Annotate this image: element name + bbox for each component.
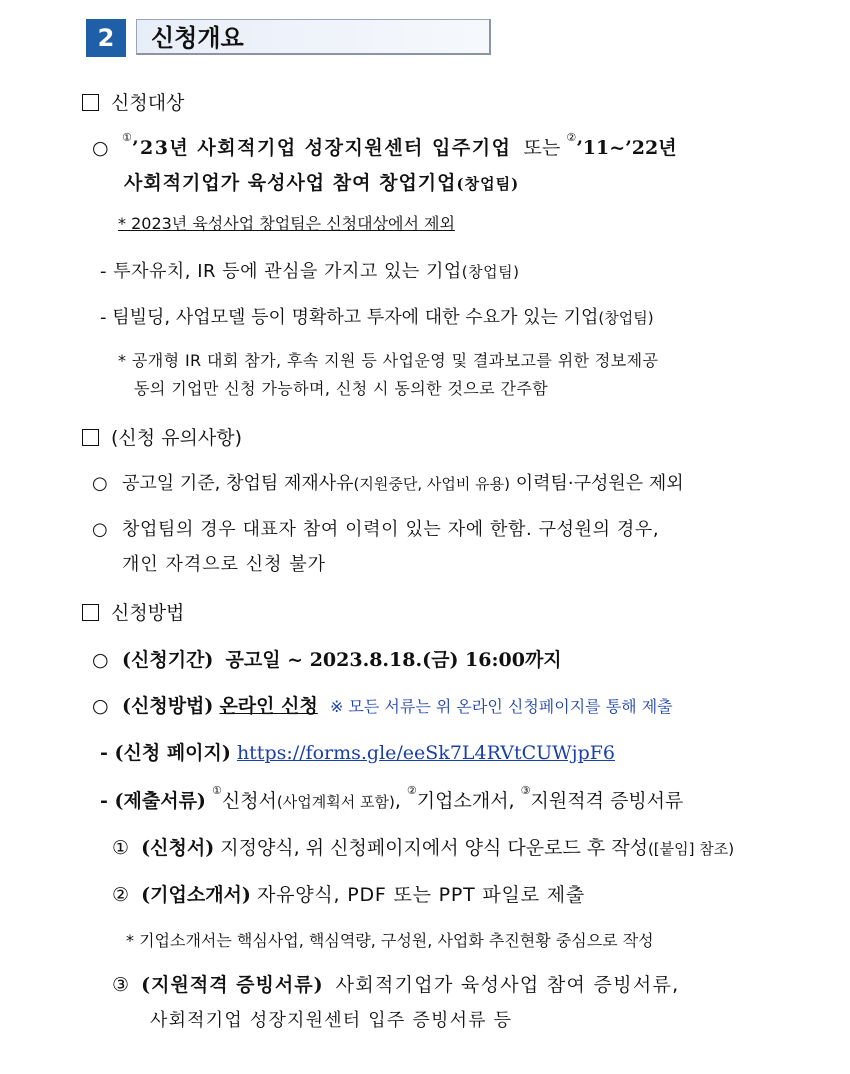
caution-item-2-line2: 개인 자격으로 신청 불가 xyxy=(122,554,327,575)
sup-docs-3: ③ xyxy=(520,784,531,797)
method-page-label: (신청 페이지) xyxy=(114,742,231,764)
doc-2-num: ② xyxy=(112,884,130,906)
doc-3-text: 사회적기업가 육성사업 참여 증빙서류, xyxy=(335,974,680,996)
method-method-label: (신청방법) xyxy=(122,695,214,717)
method-docs-1-small: (사업계획서 포함) xyxy=(276,793,395,811)
doc-3-line2: 사회적기업 성장지원센터 입주 증빙서류 등 xyxy=(150,1010,513,1031)
caution-item-1 xyxy=(92,469,684,495)
checkbox-square-icon xyxy=(82,94,99,111)
heading-caution-text: (신청 유의사항) xyxy=(111,427,242,449)
note-1: * 2023년 육성사업 창업팀은 신청대상에서 제외 xyxy=(118,214,455,233)
caution-item-1-b: 이력팀·구성원은 제외 xyxy=(515,473,684,494)
doc-3-label: (지원적격 증빙서류) xyxy=(141,974,324,996)
doc-1-label: (신청서) xyxy=(141,837,215,859)
section-title: 신청개요 xyxy=(136,19,491,55)
target-dash-2 xyxy=(100,303,654,329)
method-docs-3: 지원적격 증빙서류 xyxy=(530,790,684,812)
target-item-1-b: ’11~’22년 xyxy=(576,137,677,159)
target-dash-2-text: - 팀빌딩, 사업모델 등이 명확하고 투자에 대한 수요가 있는 기업 xyxy=(100,307,599,328)
caution-item-1-small: (지원중단, 사업비 유용) xyxy=(353,475,510,493)
sup-1: ① xyxy=(122,131,132,144)
method-method xyxy=(92,691,673,718)
method-method-note: ※ 모든 서류는 위 온라인 신청페이지를 통해 제출 xyxy=(329,697,673,716)
target-dash-1 xyxy=(100,257,519,283)
method-period-value: 공고일 ~ 2023.8.18.(금) 16:00까지 xyxy=(225,649,562,671)
heading-caution xyxy=(82,423,242,450)
method-page: - (신청 페이지) https://forms.gle/eeSk7L4RVtCUWjpF6 xyxy=(100,742,616,764)
target-item-1-or: 또는 xyxy=(523,137,561,159)
heading-method xyxy=(82,598,184,625)
circle-bullet-icon: ○ xyxy=(92,519,109,540)
caution-item-2-line1: 창업팀의 경우 대표자 참여 이력이 있는 자에 한함. 구성원의 경우, xyxy=(122,519,660,540)
doc-3 xyxy=(112,970,680,997)
doc-1 xyxy=(112,833,734,860)
doc-1-num: ① xyxy=(112,837,130,859)
heading-target-text: 신청대상 xyxy=(111,92,185,114)
method-docs-2: 기업소개서, xyxy=(416,790,515,812)
method-docs-1: 신청서 xyxy=(221,790,277,812)
method-docs-label: (제출서류) xyxy=(114,790,206,812)
method-page-link[interactable]: https://forms.gle/eeSk7L4RVtCUWjpF6 xyxy=(236,742,616,764)
method-docs: - (제출서류) ①신청서(사업계획서 포함), ②기업소개서, ③지원적격 증빙서류 xyxy=(100,784,684,812)
heading-method-text: 신청방법 xyxy=(111,602,185,624)
doc-2 xyxy=(112,880,585,907)
note-2-line1: * 공개형 IR 대회 참가, 후속 지원 등 사업운영 및 결과보고를 위한 정보제공 xyxy=(118,351,659,370)
circle-bullet-icon: ○ xyxy=(92,649,109,671)
sup-2: ② xyxy=(566,131,577,144)
target-item-1-line2-small: (창업팀) xyxy=(456,175,520,193)
circle-bullet-icon: ○ xyxy=(92,137,109,159)
circle-bullet-icon: ○ xyxy=(92,695,109,717)
target-dash-2-small: (창업팀) xyxy=(598,309,654,327)
sup-docs-2: ② xyxy=(406,784,417,797)
section-number: 2 xyxy=(86,19,126,57)
method-period-label: (신청기간) xyxy=(122,649,214,671)
circle-bullet-icon: ○ xyxy=(92,473,108,494)
method-period xyxy=(92,645,562,672)
doc-3-num: ③ xyxy=(112,974,130,996)
target-dash-1-text: - 투자유치, IR 등에 관심을 가지고 있는 기업 xyxy=(100,261,462,282)
caution-item-1-a: 공고일 기준, 창업팀 제재사유 xyxy=(122,473,354,494)
target-item-1 xyxy=(92,133,677,160)
target-dash-1-small: (창업팀) xyxy=(461,263,520,281)
doc-1-text: 지정양식, 위 신청페이지에서 양식 다운로드 후 작성 xyxy=(220,837,648,859)
target-item-1-line2-text: 사회적기업가 육성사업 참여 창업기업 xyxy=(124,172,457,194)
sup-docs-1: ① xyxy=(211,784,222,797)
doc-2-text: 자유양식, PDF 또는 PPT 파일로 제출 xyxy=(256,884,586,906)
doc-2-label: (기업소개서) xyxy=(141,884,251,906)
caution-item-2 xyxy=(92,515,659,541)
target-item-1-a: ’23년 사회적기업 성장지원센터 입주기업 xyxy=(131,137,512,159)
checkbox-square-icon xyxy=(82,604,99,621)
doc-1-small: ([붙임] 참조) xyxy=(647,840,735,858)
method-method-value: 온라인 신청 xyxy=(219,695,318,717)
heading-target xyxy=(82,88,184,115)
target-item-1-line2 xyxy=(124,168,519,195)
doc-2-note: * 기업소개서는 핵심사업, 핵심역량, 구성원, 사업화 추진현황 중심으로 작성 xyxy=(126,931,654,950)
checkbox-square-icon xyxy=(82,429,99,446)
note-2-line2: 동의 기업만 신청 가능하며, 신청 시 동의한 것으로 간주함 xyxy=(134,379,549,398)
